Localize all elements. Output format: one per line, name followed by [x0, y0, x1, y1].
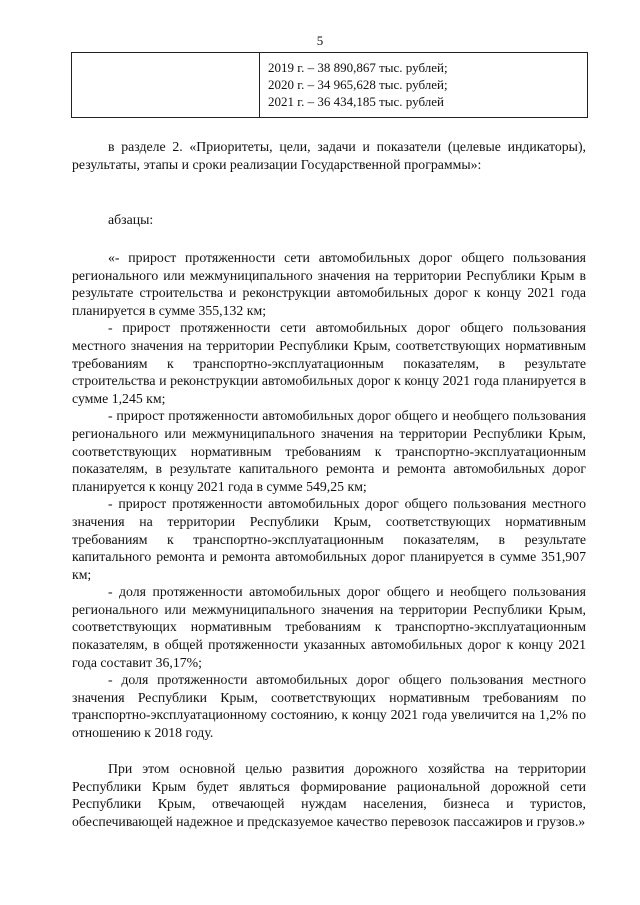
list-item: - прирост протяженности сети автомобильных дорог общего пользования местного значения на территории Республики Крым, соответствующих нормативным требованиям к транспортно-эксплуатационным показателям, в результате строительства и реконструкции автомобильных дорог к концу 2021 года планируется в сумме 1,245 км;	[72, 320, 586, 406]
table-line-2021: 2021 г. – 36 434,185 тыс. рублей	[268, 94, 444, 109]
indicator-list	[72, 249, 586, 742]
final-paragraph: При этом основной целью развития дорожного хозяйства на территории Республики Крым будет являться формирование рациональной дорожной сети Республики Крым, отвечающей нуждам населения, бизнеса и туристов, обеспечивающей надежное и предсказуемое качество перевозок пассажиров и грузов.»	[72, 761, 586, 829]
section-intro-text: в разделе 2. «Приоритеты, цели, задачи и показатели (целевые индикаторы), результаты, этапы и сроки реализации Государственной программы»:	[72, 139, 586, 172]
table-left-cell	[72, 53, 260, 117]
abzacy-label: абзацы:	[108, 212, 154, 227]
table-line-2019: 2019 г. – 38 890,867 тыс. рублей;	[268, 60, 448, 75]
abzacy-label-block	[72, 211, 586, 229]
final-paragraph-block	[72, 760, 586, 830]
list-item: - прирост протяженности автомобильных дорог общего пользования местного значения на территории Республики Крым, соответствующих нормативным требованиям к транспортно-эксплуатационным показателям, в результате капитального ремонта и ремонта автомобильных дорог планируется в сумме 351,907 км;	[72, 496, 586, 582]
table-right-cell	[260, 53, 587, 117]
list-item: - доля протяженности автомобильных дорог общего пользования местного значения Республики Крым, соответствующих нормативным требованиям по транспортно-эксплуатационному состоянию, к концу 2021 года увеличится на 1,2% по отношению к 2018 году.	[72, 672, 586, 741]
funding-table	[71, 52, 588, 118]
table-line-2020: 2020 г. – 34 965,628 тыс. рублей;	[268, 77, 448, 92]
list-item: - доля протяженности автомобильных дорог общего и необщего пользования регионального или межмуниципального значения на территории Республики Крым, соответствующих нормативным требованиям к транспортно-эксплуатационным показателям, в общей протяженности указанных автомобильных дорог к концу 2021 года составит 36,17%;	[72, 584, 586, 670]
page-number: 5	[316, 33, 324, 48]
list-item: «- прирост протяженности сети автомобильных дорог общего пользования регионального или межмуниципального значения на территории Республики Крым в результате строительства и реконструкции автомобильных дорог к концу 2021 года планируется в сумме 355,132 км;	[72, 250, 586, 318]
section-intro	[72, 138, 586, 173]
list-item: - прирост протяженности автомобильных дорог общего и необщего пользования регионального или межмуниципального значения на территории Республики Крым, соответствующих нормативным требованиям к транспортно-эксплуатационным показателям, в результате капитального ремонта и ремонта автомобильных дорог планируется к концу 2021 года в сумме 549,25 км;	[72, 408, 586, 494]
